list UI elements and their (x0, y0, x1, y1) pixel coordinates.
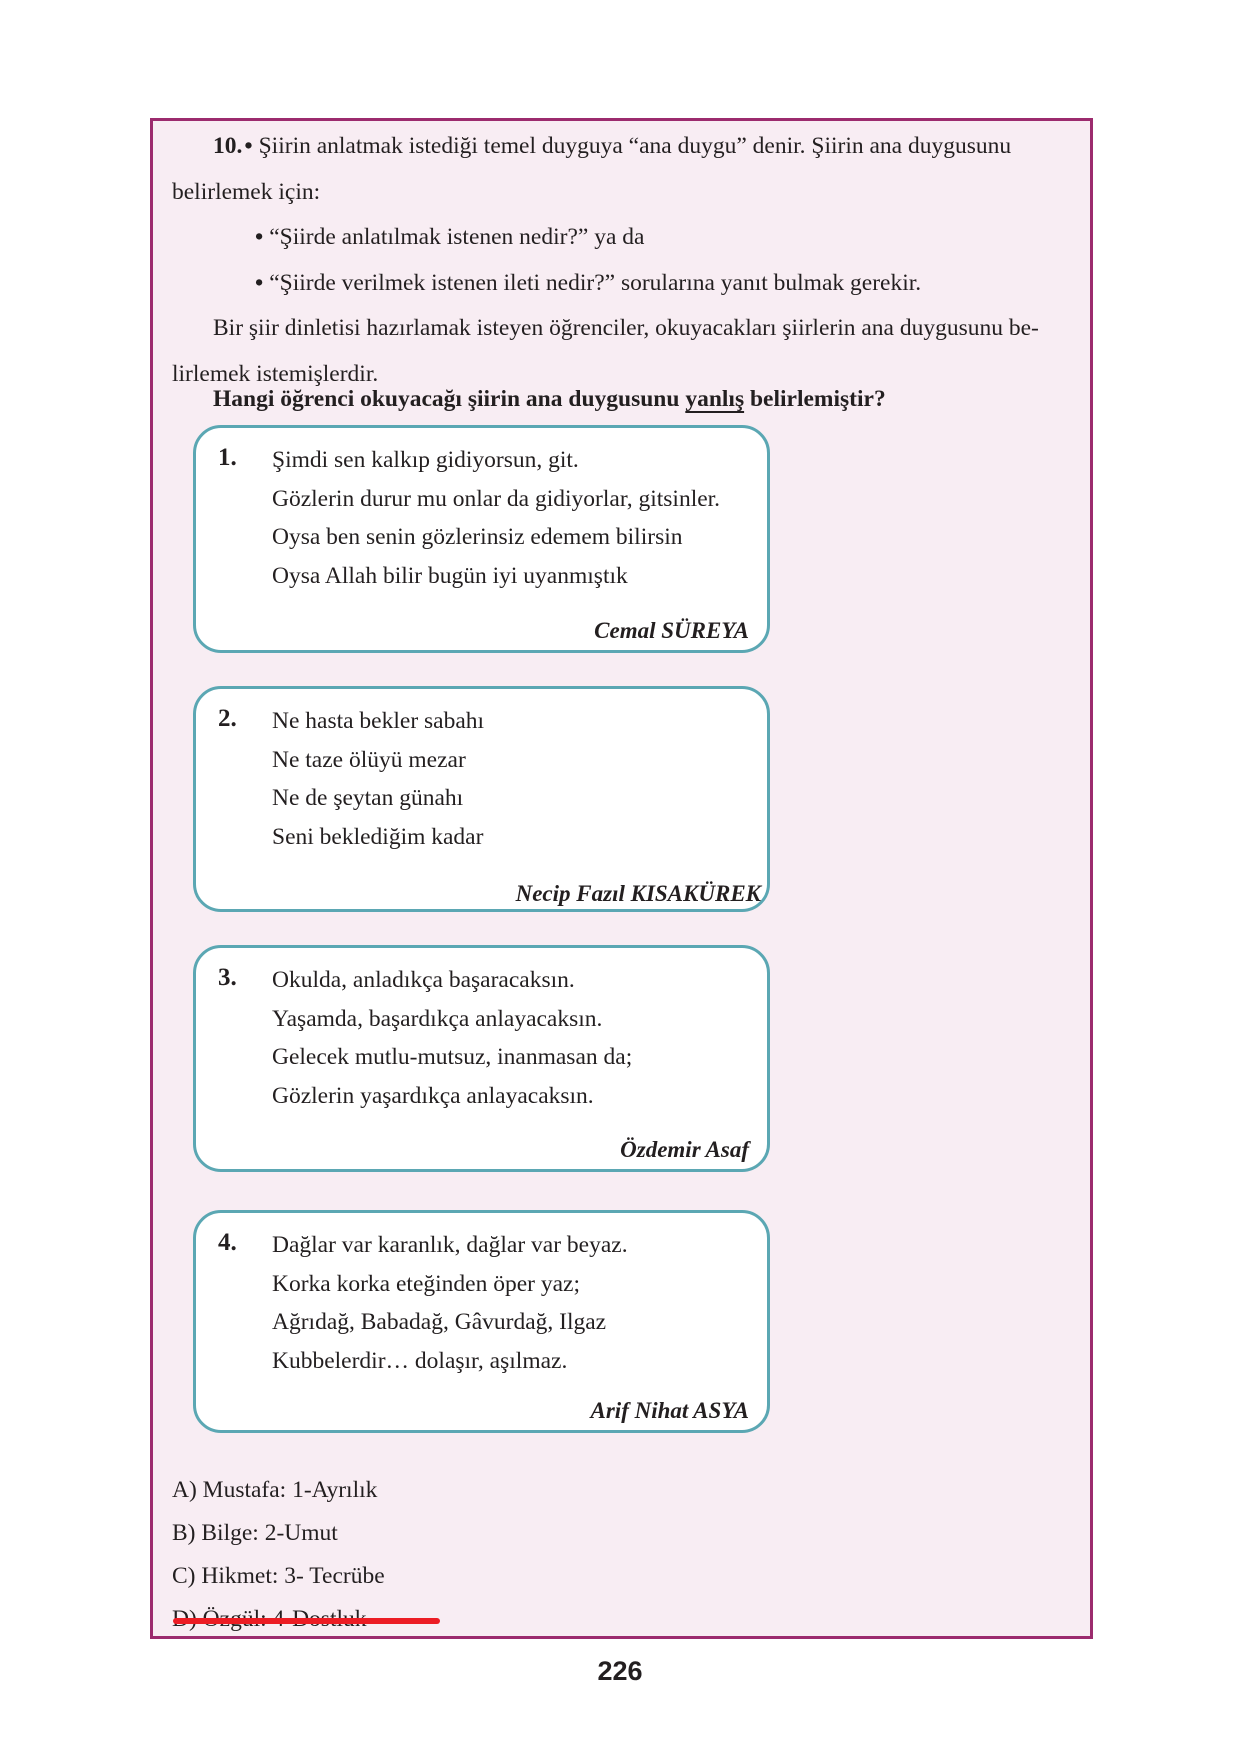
poem-line: Ne taze ölüyü mezar (272, 746, 466, 773)
poem-author: Özdemir Asaf (620, 1137, 749, 1162)
poem-author: Cemal SÜREYA (594, 618, 749, 643)
poem-box-1 (193, 425, 770, 653)
sub-bullet-text-1: “Şiirde anlatılmak istenen nedir?” ya da (269, 224, 645, 250)
option-c: C) Hikmet: 3- Tecrübe (172, 1563, 385, 1589)
poem-line: Ağrıdağ, Babadağ, Gâvurdağ, Ilgaz (272, 1309, 607, 1335)
question-number: 10. (213, 133, 243, 159)
question-prompt (172, 383, 1077, 415)
poem-lines (272, 441, 752, 595)
sub-bullet-line (172, 261, 1077, 307)
intro-text-1: Şiirin anlatmak istediği temel duyguya “ana duygu” denir. Şiirin ana duygusunu (258, 133, 1012, 159)
poem-author: Arif Nihat ASYA (590, 1398, 749, 1423)
prompt-post: belirlemiştir? (744, 386, 886, 412)
poem-line: Ne de şeytan günahı (272, 785, 464, 811)
closing-line-2: lirlemek istemişlerdir. (172, 360, 379, 387)
poem-number: 3. (218, 964, 237, 991)
poem-number: 2. (218, 705, 237, 732)
poem-line: Kubbelerdir… dolaşır, aşılmaz. (272, 1347, 568, 1374)
poem-box-3 (193, 945, 770, 1172)
poem-line: Gelecek mutlu-mutsuz, inanmasan da; (272, 1044, 633, 1070)
prompt-pre: Hangi öğrenci okuyacağı şiirin ana duygusunu (213, 386, 686, 412)
sub-bullet-text-2: “Şiirde verilmek istenen ileti nedir?” sorularına yanıt bulmak gerekir. (269, 269, 922, 296)
option-a: A) Mustafa: 1-Ayrılık (172, 1477, 378, 1503)
intro-text-2: belirlemek için: (172, 178, 321, 205)
poem-lines (272, 1226, 752, 1380)
poem-line: Şimdi sen kalkıp gidiyorsun, git. (272, 447, 579, 473)
page-number: 226 (597, 1656, 643, 1686)
poem-box-2 (193, 686, 770, 912)
poem-box-4 (193, 1210, 770, 1433)
bullet-dot: • (255, 224, 264, 250)
bullet-dot: • (255, 269, 264, 296)
poem-line: Oysa Allah bilir bugün iyi uyanmıştık (272, 562, 628, 589)
poem-number: 4. (218, 1229, 237, 1256)
question-intro (172, 124, 1077, 397)
answer-mark-underline (173, 1618, 440, 1624)
prompt-underlined-word: yanlış (685, 386, 745, 412)
poem-line: Dağlar var karanlık, dağlar var beyaz. (272, 1232, 628, 1258)
poem-line: Ne hasta bekler sabahı (272, 708, 485, 734)
question-frame (150, 118, 1093, 1639)
bullet-dot: • (244, 133, 253, 159)
poem-line: Korka korka eteğinden öper yaz; (272, 1270, 580, 1297)
poem-line: Yaşamda, başardıkça anlayacaksın. (272, 1005, 603, 1032)
poem-lines (272, 702, 752, 856)
option-b: B) Bilge: 2-Umut (172, 1520, 338, 1546)
poem-line: Gözlerin yaşardıkça anlayacaksın. (272, 1082, 594, 1109)
intro-line (172, 124, 1077, 170)
closing-line-1: Bir şiir dinletisi hazırlamak isteyen öğrenciler, okuyacakları şiirlerin ana duygusunu be- (213, 315, 1039, 341)
poem-line: Oysa ben senin gözlerinsiz edemem bilirsin (272, 524, 683, 550)
sub-bullet-line (172, 215, 1077, 261)
poem-lines (272, 961, 752, 1115)
answer-options (172, 1469, 385, 1641)
poem-author: Necip Fazıl KISAKÜREK (515, 881, 761, 906)
poem-line: Okulda, anladıkça başaracaksın. (272, 967, 575, 993)
poem-line: Gözlerin durur mu onlar da gidiyorlar, gitsinler. (272, 485, 721, 512)
poem-line: Seni beklediğim kadar (272, 823, 484, 850)
poem-number: 1. (218, 444, 237, 471)
